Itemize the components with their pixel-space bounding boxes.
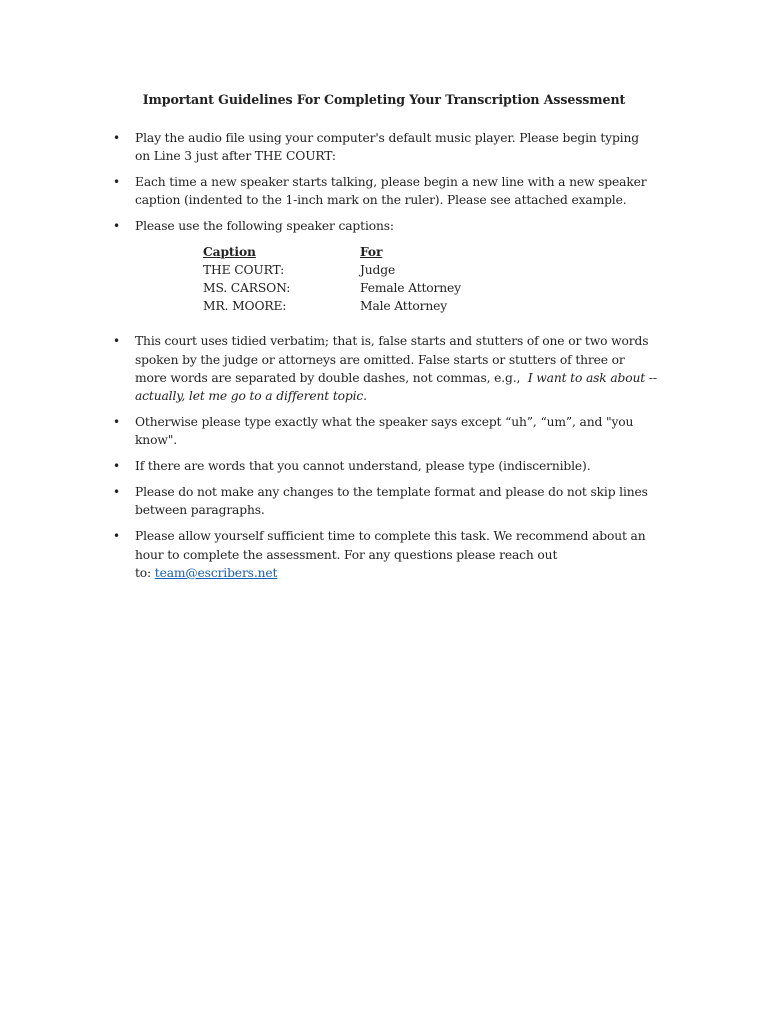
guideline-text: hour to complete the assessment. For any questions please reach out	[135, 547, 558, 562]
bullet-icon: •	[113, 131, 120, 145]
for-cell: Female Attorney	[360, 281, 461, 296]
caption-cell: MS. CARSON:	[203, 281, 291, 296]
guideline-text: If there are words that you cannot understand, please type (indiscernible).	[135, 459, 591, 474]
guideline-text: Otherwise please type exactly what the speaker says except “uh”, “um”, and "you	[135, 415, 634, 430]
guideline-text: on Line 3 just after THE COURT:	[135, 149, 336, 164]
guideline-text: spoken by the judge or attorneys are omitted. False starts or stutters of three or	[135, 352, 625, 367]
guideline-text: Please use the following speaker captions:	[135, 219, 394, 234]
guideline-item-exact-typing	[113, 413, 683, 449]
caption-column-header: Caption	[203, 243, 256, 259]
caption-cell: THE COURT:	[203, 262, 285, 277]
for-column-header: For	[360, 243, 383, 259]
example-text: actually, let me go to a different topic.	[135, 389, 367, 404]
guideline-text: to:	[135, 565, 155, 580]
guideline-item-tidied-verbatim	[113, 332, 683, 405]
guideline-item-audio	[113, 129, 683, 165]
guidelines-list	[113, 129, 683, 590]
bullet-icon: •	[113, 334, 120, 349]
bullet-icon: •	[113, 219, 120, 234]
guideline-item-indiscernible	[113, 457, 683, 475]
table-header-row	[203, 243, 563, 261]
table-row	[203, 279, 563, 297]
speaker-captions-table	[203, 243, 563, 316]
bullet-icon: •	[113, 175, 120, 190]
guideline-item-template-format	[113, 483, 683, 519]
guideline-text-line	[135, 564, 683, 582]
guideline-text: between paragraphs.	[135, 503, 265, 518]
document-title: Important Guidelines For Completing Your Transcription Assessment	[142, 92, 626, 107]
guideline-item-new-speaker	[113, 173, 683, 209]
bullet-icon: •	[113, 485, 120, 500]
guideline-item-captions	[113, 217, 683, 315]
guideline-text: more words are separated by double dashes, not commas, e.g.,	[135, 370, 528, 385]
guideline-text: Play the audio file using your computer's default music player. Please begin typing	[135, 131, 639, 145]
guideline-item-time	[113, 527, 683, 582]
caption-cell: MR. MOORE:	[203, 299, 287, 314]
guideline-text: Please do not make any changes to the template format and please do not skip lines	[135, 485, 648, 500]
guideline-text: Each time a new speaker starts talking, please begin a new line with a new speaker	[135, 175, 647, 190]
guideline-text: This court uses tidied verbatim; that is, false starts and stutters of one or two words	[135, 334, 649, 349]
table-row	[203, 297, 563, 315]
email-link[interactable]: team@escribers.net	[154, 565, 278, 580]
bullet-icon: •	[113, 529, 120, 544]
bullet-icon: •	[113, 459, 120, 474]
guideline-text-line	[135, 369, 683, 387]
guideline-text: know".	[135, 433, 177, 448]
for-cell: Judge	[360, 262, 396, 277]
guideline-text: Please allow yourself sufficient time to complete this task. We recommend about an	[135, 529, 646, 544]
guideline-text: caption (indented to the 1-inch mark on the ruler). Please see attached example.	[135, 193, 627, 208]
table-row	[203, 261, 563, 279]
example-text: I want to ask about --	[527, 370, 657, 385]
for-cell: Male Attorney	[360, 299, 448, 314]
bullet-icon: •	[113, 415, 120, 430]
